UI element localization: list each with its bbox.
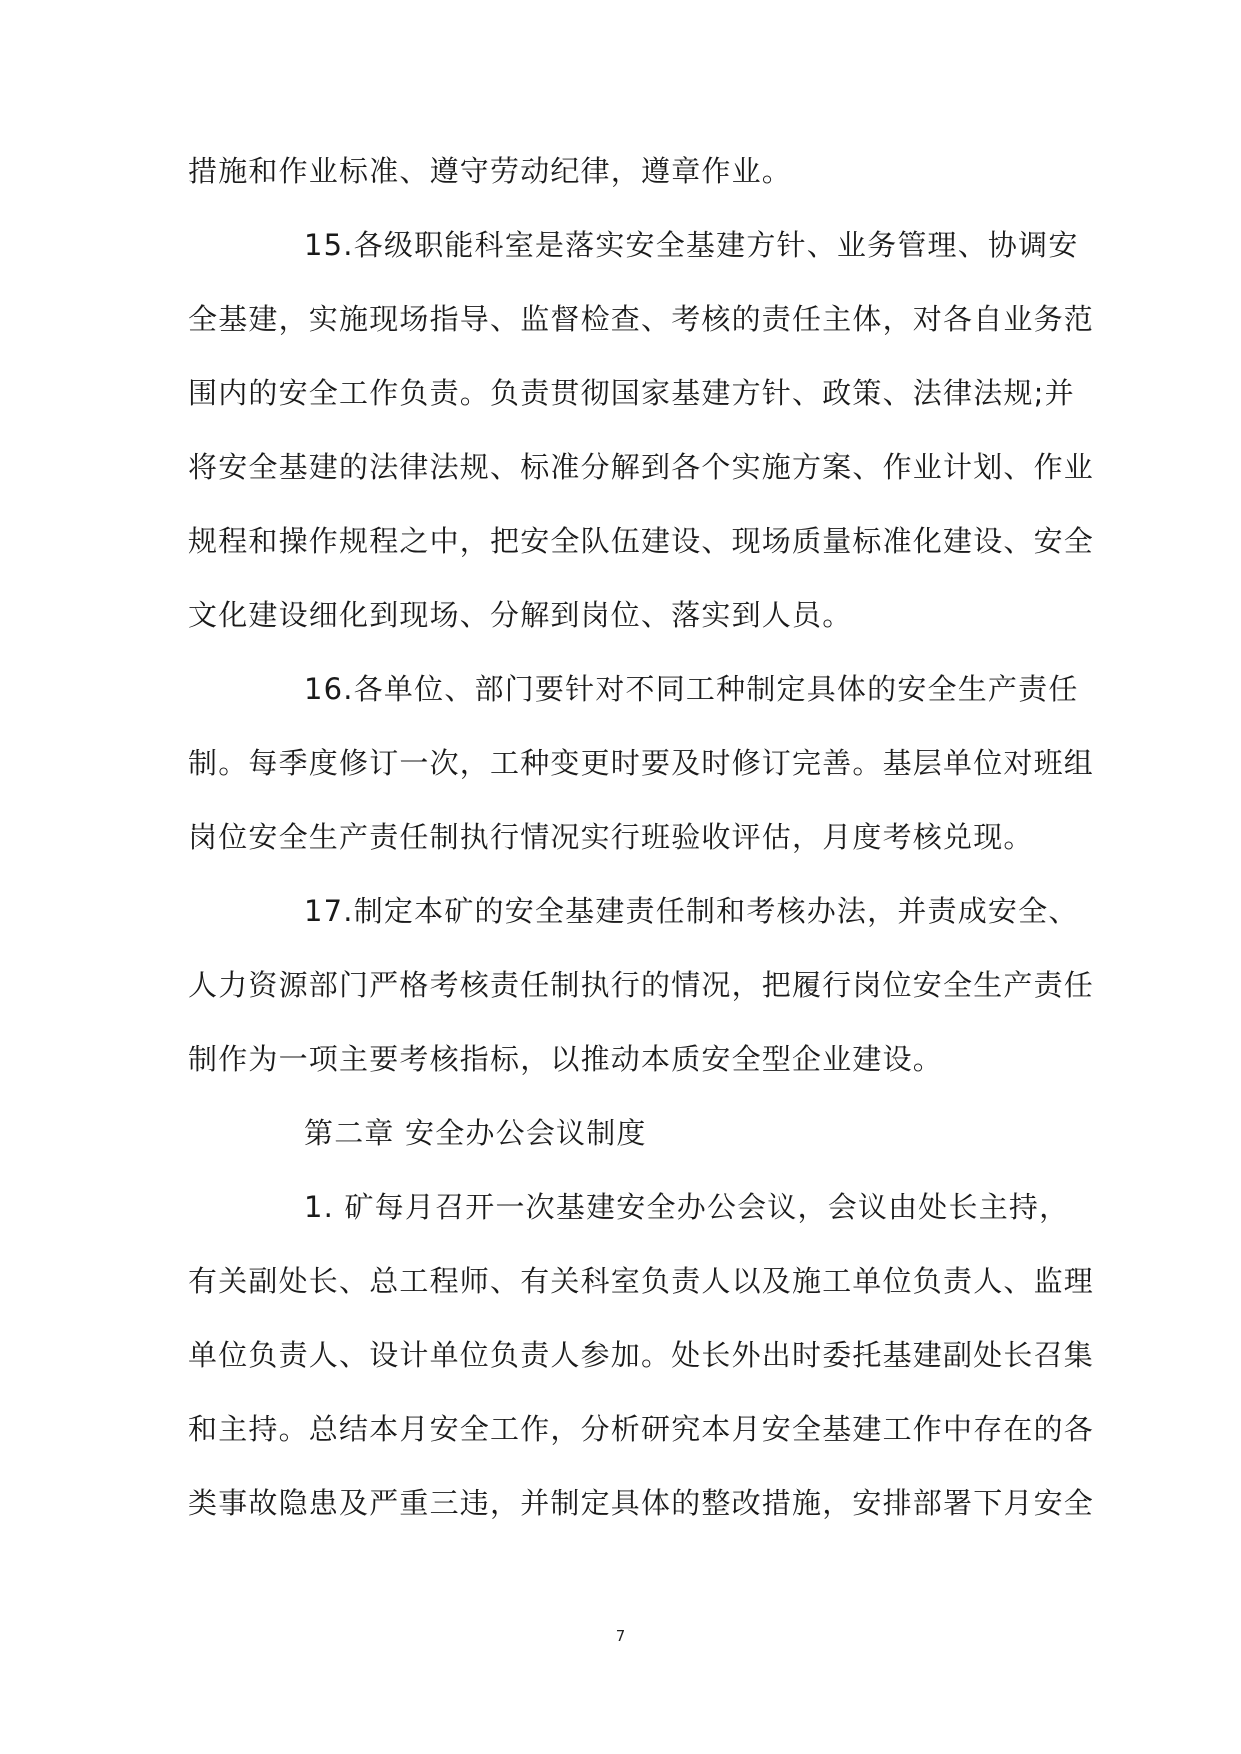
paragraph-1-first-line: 1. 矿每月召开一次基建安全办公会议，会议由处长主持， (304, 1190, 1070, 1224)
document-body (188, 142, 1095, 1548)
text-line: 制作为一项主要考核指标，以推动本质安全型企业建设。 (188, 1042, 944, 1076)
text-line: 岗位安全生产责任制执行情况实行班验收评估，月度考核兑现。 (188, 820, 1034, 854)
text-line: 单位负责人、设计单位负责人参加。处长外出时委托基建副处长召集 (188, 1338, 1095, 1372)
paragraph-17-first-line: 17.制定本矿的安全基建责任制和考核办法，并责成安全、 (304, 894, 1079, 928)
text-line: 制。每季度修订一次，工种变更时要及时修订完善。基层单位对班组 (188, 746, 1095, 780)
paragraph-16-first-line: 16.各单位、部门要针对不同工种制定具体的安全生产责任 (304, 672, 1079, 706)
chapter-heading: 第二章 安全办公会议制度 (304, 1116, 647, 1150)
text-line: 全基建，实施现场指导、监督检查、考核的责任主体，对各自业务范 (188, 302, 1095, 336)
page-number: 7 (615, 1627, 626, 1645)
text-line: 和主持。总结本月安全工作，分析研究本月安全基建工作中存在的各 (188, 1412, 1095, 1446)
paragraph-15-first-line: 15.各级职能科室是落实安全基建方针、业务管理、协调安 (304, 228, 1079, 262)
text-line: 人力资源部门严格考核责任制执行的情况，把履行岗位安全生产责任 (188, 968, 1095, 1002)
text-line: 将安全基建的法律法规、标准分解到各个实施方案、作业计划、作业 (188, 450, 1095, 484)
text-line: 类事故隐患及严重三违，并制定具体的整改措施，安排部署下月安全 (188, 1486, 1095, 1520)
text-line: 文化建设细化到现场、分解到岗位、落实到人员。 (188, 598, 853, 632)
text-line: 措施和作业标准、遵守劳动纪律，遵章作业。 (188, 154, 793, 188)
text-line: 规程和操作规程之中，把安全队伍建设、现场质量标准化建设、安全 (188, 524, 1095, 558)
text-line: 有关副处长、总工程师、有关科室负责人以及施工单位负责人、监理 (188, 1264, 1095, 1298)
text-line: 围内的安全工作负责。负责贯彻国家基建方针、政策、法律法规;并 (188, 376, 1075, 410)
